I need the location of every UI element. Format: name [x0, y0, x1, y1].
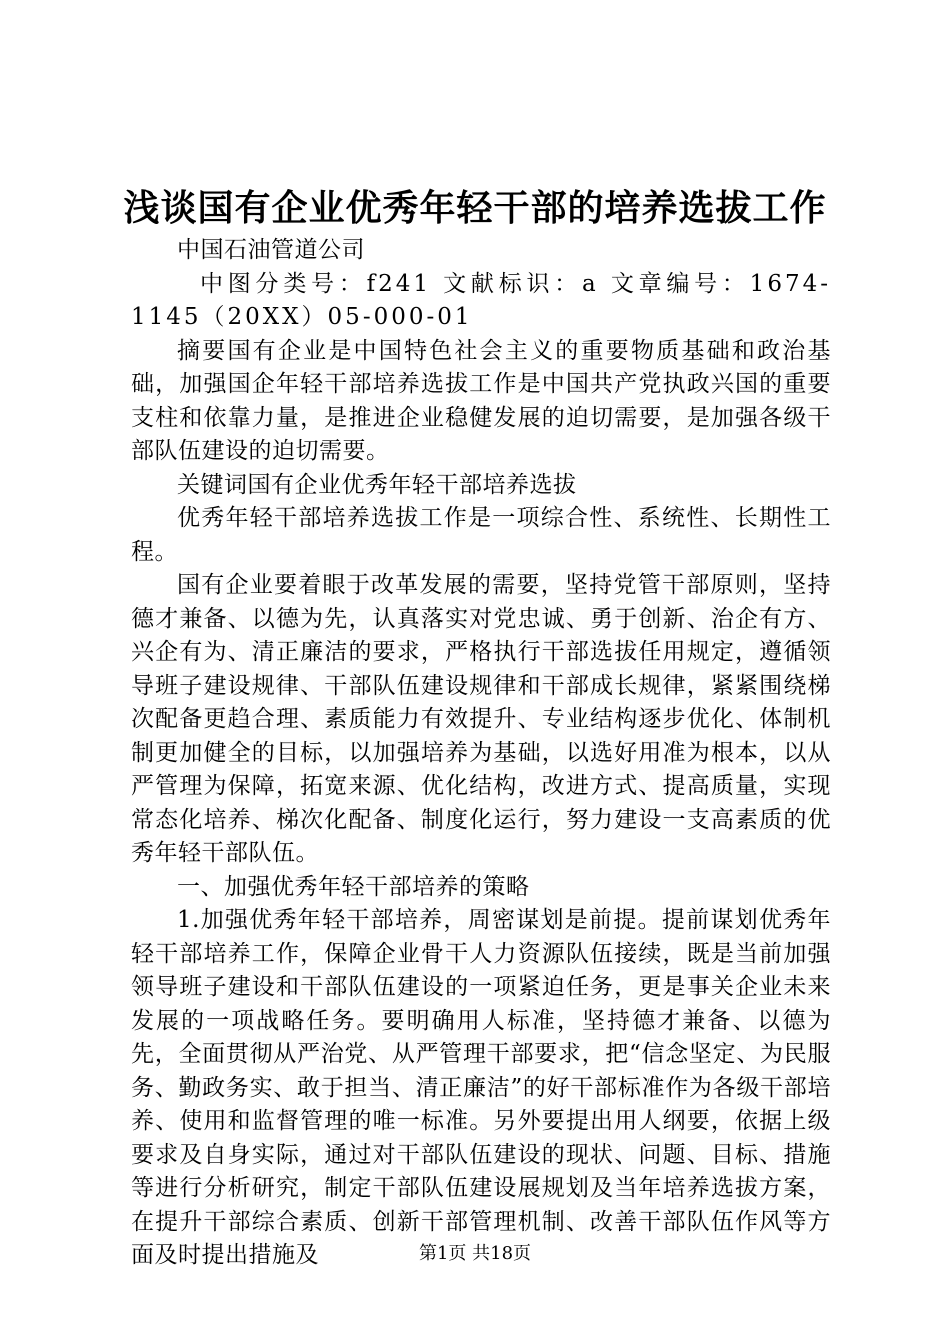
body-paragraph: 优秀年轻干部培养选拔工作是一项综合性、系统性、长期性工程。	[131, 505, 831, 565]
keywords-line: 关键词国有企业优秀年轻干部培养选拔	[177, 471, 577, 498]
author-line: 中国石油管道公司	[177, 237, 365, 263]
section-heading: 一、加强优秀年轻干部培养的策略	[177, 873, 530, 900]
page-footer: 第1页 共18页	[418, 1243, 532, 1264]
body-paragraph: 国有企业要着眼于改革发展的需要，坚持党管干部原则，坚持德才兼备、以德为先，认真落实对党忠诚、勇于创新、治企有方、兴企有为、清正廉洁的要求，严格执行干部选拔任用规定，遵循领导班子建设规律、干部队伍建设规律和干部成长规律，紧紧围绕梯次配备更趋合理、素质能力有效提升、专业结构逐步优化、体制机制更加健全的目标，以加强培养为基础，以选好用准为根本，以从严管理为保障，拓宽来源、优化结构，改进方式、提高质量，实现常态化培养、梯次化配备、制度化运行，努力建设一支高素质的优秀年轻干部队伍。	[131, 572, 831, 866]
document-body	[131, 234, 831, 1273]
classification-line: 中图分类号：f241 文献标识：a 文章编号：1674-1145（20XX）05-000-01	[131, 270, 831, 330]
document-title: 浅谈国有企业优秀年轻干部的培养选拔工作	[123, 187, 827, 229]
body-paragraph: 1.加强优秀年轻干部培养，周密谋划是前提。提前谋划优秀年轻干部培养工作，保障企业骨干人力资源队伍接续，既是当前加强领导班子建设和干部队伍建设的一项紧迫任务，更是事关企业未来发展的一项战略任务。要明确用人标准，坚持德才兼备、以德为先，全面贯彻从严治党、从严管理干部要求，把“信念坚定、为民服务、勤政务实、敢于担当、清正廉洁”的好干部标准作为各级干部培养、使用和监督管理的唯一标准。另外要提出用人纲要，依据上级要求及自身实际，通过对干部队伍建设的现状、问题、目标、措施等进行分析研究，制定干部队伍建设展规划及当年培养选拔方案，在提升干部综合素质、创新干部管理机制、改善干部队伍作风等方面及时提出措施及	[131, 907, 831, 1268]
abstract-paragraph: 摘要国有企业是中国特色社会主义的重要物质基础和政治基础，加强国企年轻干部培养选拔工作是中国共产党执政兴国的重要支柱和依靠力量，是推进企业稳健发展的迫切需要，是加强各级干部队伍建设的迫切需要。	[131, 337, 831, 464]
